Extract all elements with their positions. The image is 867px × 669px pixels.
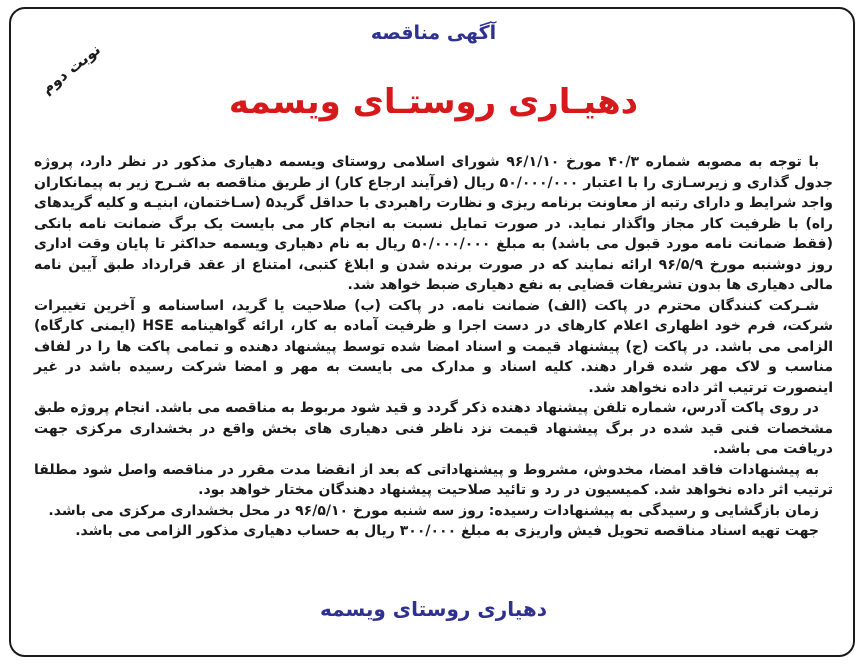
footer-signature: دهیاری روستای ویسمه: [319, 597, 548, 621]
notice-body: [34, 152, 833, 542]
notice-header-title: آگهی مناقصه: [370, 22, 497, 44]
notice-main-title: دهیـاری روستـای ویسمه: [228, 82, 639, 122]
body-paragraph: به پیشنهادات فاقد امضا، مخدوش، مشروط و پیشنهاداتی که بعد از انقضا مدت مقرر در مناقصه واصل شود مطلقا ترتیب اثر داده نخواهد شد. کمیسیون در رد و تائید صلاحیت پیشنهاد دهندگان مختار خواهد بود.: [34, 461, 833, 498]
body-paragraph: جهت تهیه اسناد مناقصه تحویل فیش واریزی به مبلغ ۳۰۰/۰۰۰ ریال به حساب دهیاری مذکور الزامی می باشد.: [75, 523, 819, 539]
round-badge: نوبت دوم: [37, 40, 104, 98]
body-paragraph: زمان بازگشایی و رسیدگی به پیشنهادات رسیده: روز سه شنبه مورخ ۹۶/۵/۱۰ در محل بخشداری مرکزی می باشد.: [48, 502, 819, 519]
body-paragraph: با توجه به مصوبه شماره ۴۰/۳ مورخ ۹۶/۱/۱۰ شورای اسلامی روستای ویسمه دهیاری مذکور در نظر دارد، پروژه جدول گذاری و زیرسـازی را با اعتبار ۵۰/۰۰۰/۰۰۰ ریال (فرآیند ارجاع کار) از طریق مناقصه به شـرح زیر به پیمانکاران واجد شرایط و دارای رتبه از معاونت برنامه ریزی و نظارت راهبردی با حداقل گرید۵ (سـاختمان، ابنیـه و کلیه گریدهای راه) با ظرفیت کار مجاز واگذار نماید. در صورت تمایل نسبت به انجام کار می بایست یک برگ ضمانت نامه بانکی (فقط ضمانت نامه مورد قبول می باشد) به مبلغ ۵۰/۰۰۰/۰۰۰ ریال به نام دهیاری ویسمه حداکثر تا پایان وقت اداری روز دوشنبه مورخ ۹۶/۵/۹ ارائه نمایند که در صورت برنده شدن و ابلاغ کتبی، امتناع از عقد قرارداد طبق آیین نامه مالی دهیاری ها بدون تشریفات قضایی به نفع دهیاری ضبط خواهد شد.: [34, 154, 833, 293]
body-paragraph: شـرکت کنندگان محترم در پاکت (الف) ضمانت نامه. در پاکت (ب) صلاحیت یا گرید، اساسنامه و آخرین تغییرات شرکت، فرم خود اظهاری اعلام کارهای در دست اجرا و ظرفیت آماده به کار، ارائه گواهینامه HSE (ایمنی کارگاه) الزامی می باشد. در پاکت (ج) پیشنهاد قیمت و اسناد امضا شده توسط پیشنهاد دهنده و تمامی پاکت ها را در لفاف مناسب و لاک مهر شده قرار دهند. کلیه اسناد و مدارک می بایست به مهر و امضا شرکت رسیده باشد در غیر اینصورت ترتیب اثر داده نخواهد شد.: [34, 297, 833, 396]
body-paragraph: در روی پاکت آدرس، شماره تلفن پیشنهاد دهنده ذکر گردد و قید شود مربوط به مناقصه می باشد. انجام پروژه طبق مشخصات فنی قید شده در برگ پیشنهاد قیمت نزد ناظر فنی دهیاری های بخش واقع در بخشداری مرکزی جهت دریافت می باشد.: [34, 400, 833, 457]
